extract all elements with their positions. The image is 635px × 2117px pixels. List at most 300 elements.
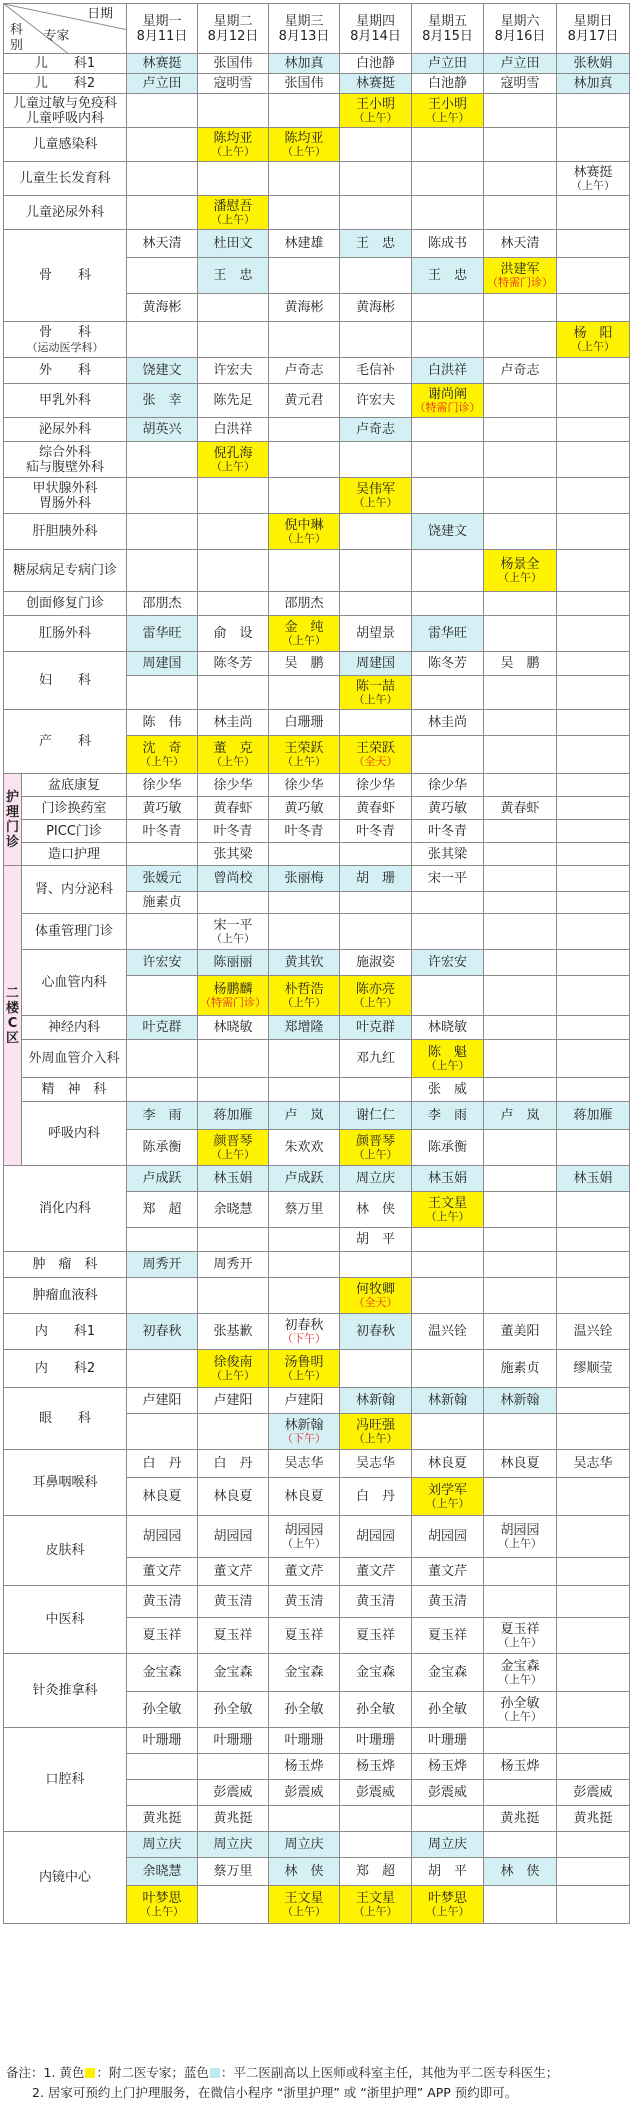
empty-cell: [127, 442, 198, 478]
doctor-name: 卢成跃: [142, 1171, 182, 1186]
empty-cell: [412, 1252, 484, 1278]
schedule-row: [4, 478, 630, 514]
doctor-cell: [340, 230, 412, 258]
department-cell: [4, 1278, 127, 1314]
doctor-name: 施素贞: [500, 1361, 540, 1376]
doctor-name: 杜田文: [213, 236, 253, 251]
doctor-cell: [127, 1586, 198, 1618]
doctor-name: 郑增隆: [284, 1020, 324, 1035]
group-char: 诊: [5, 834, 19, 850]
doctor-cell: [269, 616, 340, 652]
doctor-name: 白珊珊: [284, 715, 324, 730]
session-note: （特需门诊）: [487, 276, 553, 289]
weekday-label: 星期二: [213, 13, 253, 29]
doctor-cell: [340, 950, 412, 976]
doctor-name: 黄海彬: [284, 300, 324, 315]
doctor-cell: [198, 54, 269, 74]
doctor-cell: [127, 1252, 198, 1278]
empty-cell: [340, 1252, 412, 1278]
empty-cell: [484, 1130, 557, 1166]
doctor-cell: [269, 1618, 340, 1654]
schedule-row: [4, 820, 630, 843]
schedule-table: [3, 3, 630, 1924]
doctor-name: 吴志华: [573, 1456, 613, 1471]
doctor-name: 朱欢欢: [284, 1140, 324, 1155]
doctor-name: 林玉娟: [573, 1171, 613, 1186]
empty-cell: [412, 1278, 484, 1314]
doctor-name: 杨鹏麟: [213, 982, 253, 997]
empty-cell: [557, 1278, 630, 1314]
doctor-name: 初春秋: [142, 1324, 182, 1339]
empty-cell: [557, 1040, 630, 1078]
doctor-name: 彭震威: [573, 1785, 613, 1800]
empty-cell: [557, 774, 630, 797]
doctor-cell: [198, 1728, 269, 1754]
department-name: 儿童生长发育科: [19, 171, 111, 186]
department-cell: [4, 478, 127, 514]
department-name: 甲乳外科: [38, 393, 91, 408]
doctor-name: 蔡万里: [284, 1202, 324, 1217]
doctor-cell: [198, 384, 269, 418]
doctor-cell: [269, 1166, 340, 1192]
department-name: 门诊换药室: [41, 800, 107, 816]
doctor-name: 许宏安: [142, 955, 182, 970]
empty-cell: [127, 128, 198, 162]
doctor-cell: [269, 1654, 340, 1692]
schedule-row: [4, 230, 630, 258]
session-note: （上午）: [282, 1537, 326, 1550]
doctor-name: 颜晋琴: [213, 1134, 253, 1149]
empty-cell: [557, 550, 630, 592]
session-note: （上午）: [571, 340, 615, 353]
doctor-name: 彭震威: [284, 1785, 324, 1800]
doctor-name: 胡 珊: [355, 871, 395, 886]
doctor-cell: [198, 1780, 269, 1806]
doctor-cell: [412, 1654, 484, 1692]
doctor-name: 白洪祥: [213, 422, 253, 437]
doctor-name: 缪顺莹: [573, 1361, 613, 1376]
doctor-name: 夏玉祥: [213, 1628, 253, 1643]
doctor-name: 黄巧敏: [427, 800, 467, 816]
empty-cell: [557, 976, 630, 1016]
doctor-cell: [127, 1832, 198, 1858]
doctor-cell: [269, 128, 340, 162]
doctor-name: 叶珊珊: [142, 1733, 182, 1748]
doctor-name: 叶冬青: [142, 823, 182, 839]
empty-cell: [412, 478, 484, 514]
doctor-cell: [412, 358, 484, 384]
doctor-cell: [269, 820, 340, 843]
department-name: 内 科2: [34, 1361, 96, 1376]
doctor-cell: [198, 1654, 269, 1692]
doctor-cell: [484, 1618, 557, 1654]
empty-cell: [557, 1728, 630, 1754]
doctor-cell: [198, 1806, 269, 1832]
session-note: （下午）: [282, 1332, 326, 1345]
doctor-name: 周立庆: [213, 1837, 253, 1852]
doctor-cell: [127, 54, 198, 74]
doctor-name: 饶建文: [427, 524, 467, 539]
empty-cell: [557, 616, 630, 652]
doctor-name: 董 克: [213, 741, 253, 756]
doctor-cell: [484, 54, 557, 74]
doctor-cell: [127, 1478, 198, 1516]
doctor-cell: [412, 1780, 484, 1806]
department-cell: [4, 1516, 127, 1586]
doctor-name: 张国伟: [284, 76, 324, 91]
empty-cell: [557, 1586, 630, 1618]
doctor-cell: [127, 820, 198, 843]
empty-cell: [557, 384, 630, 418]
doctor-name: 胡园园: [427, 1529, 467, 1544]
empty-cell: [484, 616, 557, 652]
session-note: （上午）: [140, 755, 184, 768]
doctor-name: 黄春虾: [213, 800, 253, 816]
department-name: 儿童泌尿外科: [25, 205, 104, 220]
empty-cell: [484, 676, 557, 710]
doctor-cell: [269, 976, 340, 1016]
empty-cell: [484, 736, 557, 774]
doctor-cell: [269, 54, 340, 74]
doctor-cell: [269, 74, 340, 94]
department-name: 糖尿病足专病门诊: [12, 563, 117, 578]
footnote-prefix: 备注：1. 黄色: [6, 2065, 85, 2080]
department-name: 体重管理门诊: [34, 924, 113, 939]
doctor-name: 张 威: [427, 1082, 467, 1097]
empty-cell: [127, 94, 198, 128]
doctor-name: 余晓慧: [213, 1202, 253, 1217]
doctor-name: 林加真: [284, 56, 324, 71]
schedule-row: [4, 418, 630, 442]
department-name: 产 科: [38, 734, 91, 749]
empty-cell: [340, 1832, 412, 1858]
session-note: （特需门诊）: [414, 401, 481, 414]
doctor-cell: [340, 294, 412, 322]
doctor-cell: [412, 866, 484, 892]
doctor-name: 周立庆: [427, 1837, 467, 1852]
empty-cell: [198, 1278, 269, 1314]
doctor-cell: [198, 797, 269, 820]
doctor-cell: [198, 230, 269, 258]
doctor-cell: [340, 1388, 412, 1414]
doctor-cell: [412, 1130, 484, 1166]
schedule-row: [4, 1388, 630, 1414]
schedule-row: [4, 442, 630, 478]
empty-cell: [557, 710, 630, 736]
footnote-blue-meaning: ：平二医副高以上医师或科室主任，其他为平二医专科医生；: [220, 2065, 559, 2080]
doctor-name: 金宝森: [500, 1659, 540, 1674]
doctor-name: 吴伟军: [355, 482, 395, 497]
doctor-name: 黄元君: [284, 393, 324, 408]
empty-cell: [412, 294, 484, 322]
doctor-name: 倪中琳: [284, 518, 324, 533]
empty-cell: [557, 1654, 630, 1692]
doctor-name: 卢奇志: [500, 363, 540, 378]
doctor-name: 林良夏: [284, 1489, 324, 1504]
empty-cell: [557, 1754, 630, 1780]
empty-cell: [557, 94, 630, 128]
doctor-cell: [127, 1728, 198, 1754]
doctor-cell: [269, 1016, 340, 1040]
doctor-cell: [557, 162, 630, 196]
doctor-cell: [127, 1016, 198, 1040]
department-name: 中医科: [45, 1612, 85, 1627]
empty-cell: [127, 162, 198, 196]
doctor-cell: [340, 1016, 412, 1040]
doctor-name: 夏玉祥: [284, 1628, 324, 1643]
doctor-cell: [269, 1586, 340, 1618]
doctor-cell: [412, 710, 484, 736]
doctor-cell: [127, 418, 198, 442]
doctor-name: 毛信补: [355, 363, 395, 378]
empty-cell: [127, 1350, 198, 1388]
doctor-cell: [412, 774, 484, 797]
empty-cell: [557, 592, 630, 616]
department-name: 呼吸内科: [47, 1126, 100, 1141]
doctor-name: 邵朋杰: [142, 596, 182, 611]
empty-cell: [484, 866, 557, 892]
doctor-cell: [269, 1728, 340, 1754]
doctor-name: 卢 岚: [500, 1108, 540, 1123]
doctor-cell: [127, 1192, 198, 1228]
empty-cell: [340, 258, 412, 294]
empty-cell: [127, 322, 198, 358]
session-note: （上午）: [353, 1148, 398, 1161]
department-cell: [22, 1102, 127, 1166]
doctor-cell: [484, 797, 557, 820]
empty-cell: [127, 976, 198, 1016]
day-header: [557, 4, 630, 54]
session-note: （上午）: [353, 111, 398, 124]
empty-cell: [557, 1832, 630, 1858]
session-note: （上午）: [211, 1148, 255, 1161]
doctor-cell: [269, 1516, 340, 1558]
doctor-name: 张其梁: [213, 846, 253, 862]
empty-cell: [198, 1414, 269, 1450]
department-cell: [4, 196, 127, 230]
department-cell: [4, 384, 127, 418]
doctor-cell: [198, 1558, 269, 1586]
doctor-name: 周建国: [355, 656, 395, 671]
department-name: PICC门诊: [46, 823, 102, 839]
doctor-name: 吴 鹏: [284, 656, 324, 671]
session-note: （上午）: [498, 1710, 542, 1723]
doctor-name: 周立庆: [142, 1837, 182, 1852]
doctor-cell: [557, 322, 630, 358]
doctor-cell: [412, 1040, 484, 1078]
empty-cell: [557, 230, 630, 258]
empty-cell: [198, 162, 269, 196]
doctor-cell: [269, 358, 340, 384]
empty-cell: [198, 1228, 269, 1252]
doctor-name: 彭震威: [355, 1785, 395, 1800]
department-cell: [4, 230, 127, 322]
empty-cell: [127, 843, 198, 866]
day-header: [127, 4, 198, 54]
doctor-name: 邓九红: [355, 1051, 395, 1066]
schedule-row: [4, 196, 630, 230]
doctor-name: 夏玉祥: [142, 1628, 182, 1643]
department-cell: [4, 358, 127, 384]
department-name: 综合外科: [38, 444, 91, 460]
empty-cell: [412, 592, 484, 616]
empty-cell: [557, 892, 630, 914]
department-cell: [4, 94, 127, 128]
schedule-row: [4, 1102, 630, 1130]
department-name: 肾、内分泌科: [34, 882, 113, 897]
doctor-cell: [269, 1754, 340, 1780]
doctor-cell: [269, 1478, 340, 1516]
session-note: （上午）: [498, 1636, 542, 1649]
empty-cell: [557, 514, 630, 550]
doctor-name: 杨 阳: [573, 326, 613, 341]
department-cell: [22, 914, 127, 950]
doctor-cell: [412, 616, 484, 652]
session-note: （上午）: [353, 1432, 398, 1445]
empty-cell: [127, 196, 198, 230]
doctor-cell: [269, 710, 340, 736]
corner-expert-label: 专家: [43, 28, 70, 44]
doctor-cell: [198, 774, 269, 797]
doctor-cell: [127, 774, 198, 797]
doctor-name: 王荣跃: [355, 741, 395, 756]
empty-cell: [484, 914, 557, 950]
doctor-name: 杨景全: [500, 557, 540, 572]
doctor-name: 陈一喆: [355, 679, 395, 694]
doctor-name: 黄春虾: [355, 800, 395, 816]
empty-cell: [412, 442, 484, 478]
doctor-name: 卢建阳: [142, 1393, 182, 1408]
date-label: 8月11日: [136, 28, 188, 44]
day-header: [198, 4, 269, 54]
doctor-cell: [340, 94, 412, 128]
doctor-cell: [198, 820, 269, 843]
empty-cell: [269, 1040, 340, 1078]
doctor-name: 潘慰吾: [213, 199, 253, 214]
doctor-cell: [484, 1314, 557, 1350]
doctor-name: 黄兆挺: [500, 1811, 540, 1826]
doctor-name: 林玉娟: [213, 1171, 253, 1186]
group-char: 楼: [5, 1000, 19, 1016]
doctor-name: 许宏夫: [355, 393, 395, 408]
doctor-cell: [484, 1350, 557, 1388]
schedule-row: [4, 1728, 630, 1754]
doctor-cell: [412, 1166, 484, 1192]
department-cell: [4, 550, 127, 592]
doctor-name: 叶珊珊: [427, 1733, 467, 1748]
doctor-name: 董文芹: [284, 1564, 324, 1579]
doctor-name: 吴志华: [284, 1456, 324, 1471]
doctor-cell: [127, 74, 198, 94]
doctor-name: 白 丹: [213, 1456, 253, 1471]
doctor-cell: [557, 1166, 630, 1192]
doctor-cell: [269, 1350, 340, 1388]
department-cell: [4, 1586, 127, 1654]
doctor-cell: [412, 1016, 484, 1040]
doctor-cell: [198, 1516, 269, 1558]
department-cell: [4, 1252, 127, 1278]
doctor-cell: [340, 54, 412, 74]
doctor-cell: [412, 1102, 484, 1130]
schedule-row: [4, 514, 630, 550]
empty-cell: [484, 820, 557, 843]
doctor-cell: [340, 1192, 412, 1228]
doctor-name: 孙全敏: [213, 1702, 253, 1717]
doctor-name: 宋一平: [427, 871, 467, 886]
doctor-name: 陈 魁: [427, 1045, 467, 1060]
doctor-name: 许宏夫: [213, 363, 253, 378]
doctor-name: 胡园园: [500, 1523, 540, 1538]
group-char: 理: [5, 804, 19, 820]
corner-dept-label-1: 科: [9, 22, 23, 38]
doctor-name: 叶梦思: [427, 1891, 467, 1906]
doctor-name: 叶梦思: [142, 1891, 182, 1906]
doctor-name: 王小明: [355, 97, 395, 112]
empty-cell: [198, 294, 269, 322]
doctor-cell: [340, 1166, 412, 1192]
doctor-cell: [127, 950, 198, 976]
department-name-line2: 疝与腹壁外科: [25, 459, 104, 475]
doctor-cell: [269, 1102, 340, 1130]
doctor-name: 叶冬青: [355, 823, 395, 839]
department-name: 儿 科1: [34, 56, 96, 71]
doctor-cell: [340, 676, 412, 710]
doctor-cell: [340, 866, 412, 892]
doctor-name: 白洪祥: [427, 363, 467, 378]
session-note: （上午）: [282, 996, 326, 1009]
doctor-name: 林良夏: [500, 1456, 540, 1471]
doctor-name: 王文星: [355, 1891, 395, 1906]
weekday-label: 星期三: [284, 13, 324, 29]
empty-cell: [269, 550, 340, 592]
doctor-name: 彭震威: [213, 1785, 253, 1800]
doctor-name: 孙全敏: [500, 1696, 540, 1711]
doctor-cell: [127, 1388, 198, 1414]
empty-cell: [557, 1618, 630, 1654]
empty-cell: [340, 1806, 412, 1832]
doctor-cell: [127, 652, 198, 676]
doctor-cell: [198, 736, 269, 774]
doctor-name: 黄兆挺: [142, 1811, 182, 1826]
doctor-cell: [127, 892, 198, 914]
schedule-row: [4, 1252, 630, 1278]
department-cell: [4, 54, 127, 74]
doctor-cell: [557, 1350, 630, 1388]
department-name: 耳鼻咽喉科: [32, 1475, 98, 1490]
empty-cell: [412, 1414, 484, 1450]
doctor-name: 叶珊珊: [213, 1733, 253, 1748]
department-cell: [22, 774, 127, 797]
day-header: [269, 4, 340, 54]
doctor-name: 林圭尚: [213, 715, 253, 730]
doctor-name: 黄海彬: [142, 300, 182, 315]
empty-cell: [269, 676, 340, 710]
schedule-row: [4, 1278, 630, 1314]
schedule-row: [4, 1314, 630, 1350]
date-label: 8月17日: [567, 28, 619, 44]
department-cell: [22, 797, 127, 820]
doctor-name: 叶珊珊: [284, 1733, 324, 1748]
doctor-cell: [340, 74, 412, 94]
date-label: 8月12日: [207, 28, 259, 44]
department-name: 妇 科: [38, 673, 91, 688]
doctor-cell: [127, 592, 198, 616]
doctor-name: 金宝森: [427, 1665, 467, 1680]
doctor-name: 林新翰: [355, 1393, 395, 1408]
session-note: （上午）: [425, 1905, 470, 1918]
empty-cell: [484, 592, 557, 616]
doctor-name: 陈均亚: [284, 131, 324, 146]
